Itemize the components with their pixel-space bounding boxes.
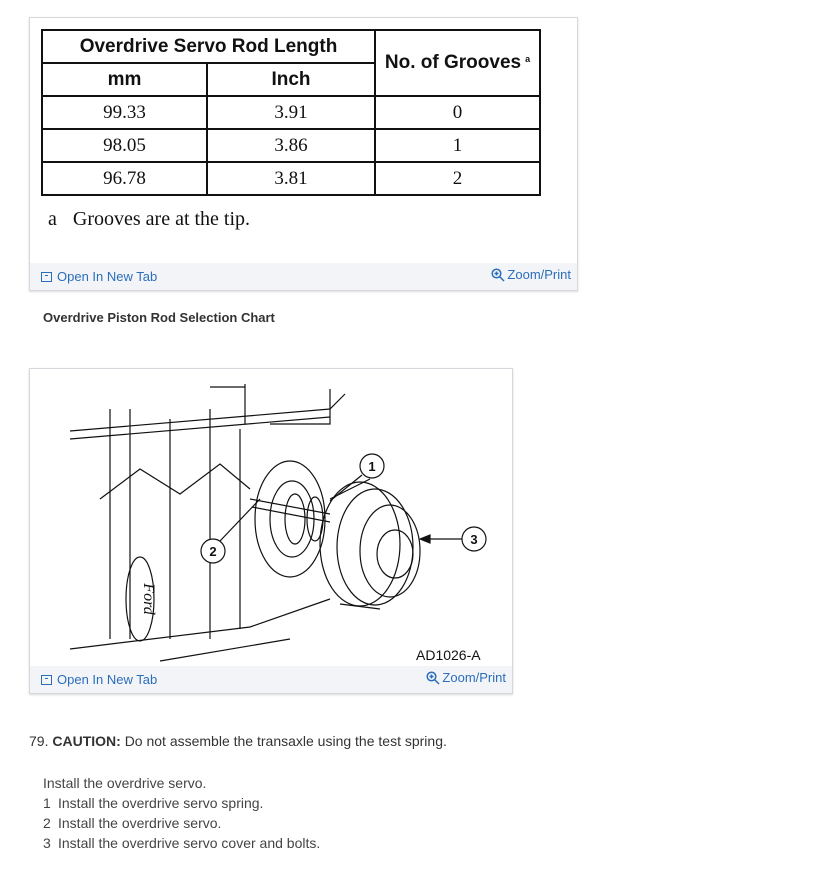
cell-mm: 98.05 bbox=[42, 129, 207, 162]
open-tab-icon bbox=[41, 675, 52, 685]
zoom-print-link[interactable]: Zoom/Print bbox=[491, 267, 571, 282]
open-tab-icon bbox=[41, 272, 52, 282]
step-79-caution: 79. CAUTION: Do not assemble the transaxle using the test spring. bbox=[29, 733, 447, 749]
callout-3: 3 bbox=[470, 532, 478, 547]
mm-header: mm bbox=[42, 63, 207, 96]
cell-mm: 99.33 bbox=[42, 96, 207, 129]
cell-inch: 3.86 bbox=[207, 129, 375, 162]
table-row bbox=[42, 162, 540, 195]
cell-mm: 96.78 bbox=[42, 162, 207, 195]
cell-inch: 3.91 bbox=[207, 96, 375, 129]
callout-2: 2 bbox=[209, 544, 217, 559]
callout-1: 1 bbox=[368, 459, 376, 474]
cell-inch: 3.81 bbox=[207, 162, 375, 195]
zoom-in-icon bbox=[426, 671, 440, 685]
list-item: 1 Install the overdrive servo spring. bbox=[43, 795, 264, 811]
open-in-new-tab-link[interactable]: Open In New Tab bbox=[41, 672, 157, 687]
list-item: 2 Install the overdrive servo. bbox=[43, 815, 222, 831]
cell-grooves: 1 bbox=[375, 129, 540, 162]
card-action-bar bbox=[30, 263, 577, 290]
footnote: a Grooves are at the tip. bbox=[48, 208, 251, 230]
group-header: Overdrive Servo Rod Length bbox=[42, 30, 375, 63]
table-row bbox=[42, 96, 540, 129]
grooves-header: No. of Grooves $^a$ bbox=[375, 30, 540, 96]
rod-length-table-card bbox=[29, 17, 578, 291]
cell-grooves: 0 bbox=[375, 96, 540, 129]
zoom-print-link[interactable]: Zoom/Print bbox=[426, 670, 506, 685]
figure-code: AD1026-A bbox=[416, 647, 481, 663]
cell-grooves: 2 bbox=[375, 162, 540, 195]
ford-logo-text: Ford bbox=[140, 583, 157, 615]
servo-illustration bbox=[30, 369, 512, 665]
inch-header: Inch bbox=[207, 63, 375, 96]
table-row bbox=[42, 129, 540, 162]
list-item: 3 Install the overdrive servo cover and bolts. bbox=[43, 835, 321, 851]
card-action-bar bbox=[30, 666, 512, 693]
zoom-in-icon bbox=[491, 268, 505, 282]
step-intro: Install the overdrive servo. bbox=[43, 775, 207, 791]
open-in-new-tab-link[interactable]: Open In New Tab bbox=[41, 269, 157, 284]
servo-figure-card bbox=[29, 368, 513, 694]
chart-caption: Overdrive Piston Rod Selection Chart bbox=[43, 310, 275, 325]
step-instructions bbox=[43, 773, 320, 853]
rod-length-table bbox=[41, 29, 541, 196]
